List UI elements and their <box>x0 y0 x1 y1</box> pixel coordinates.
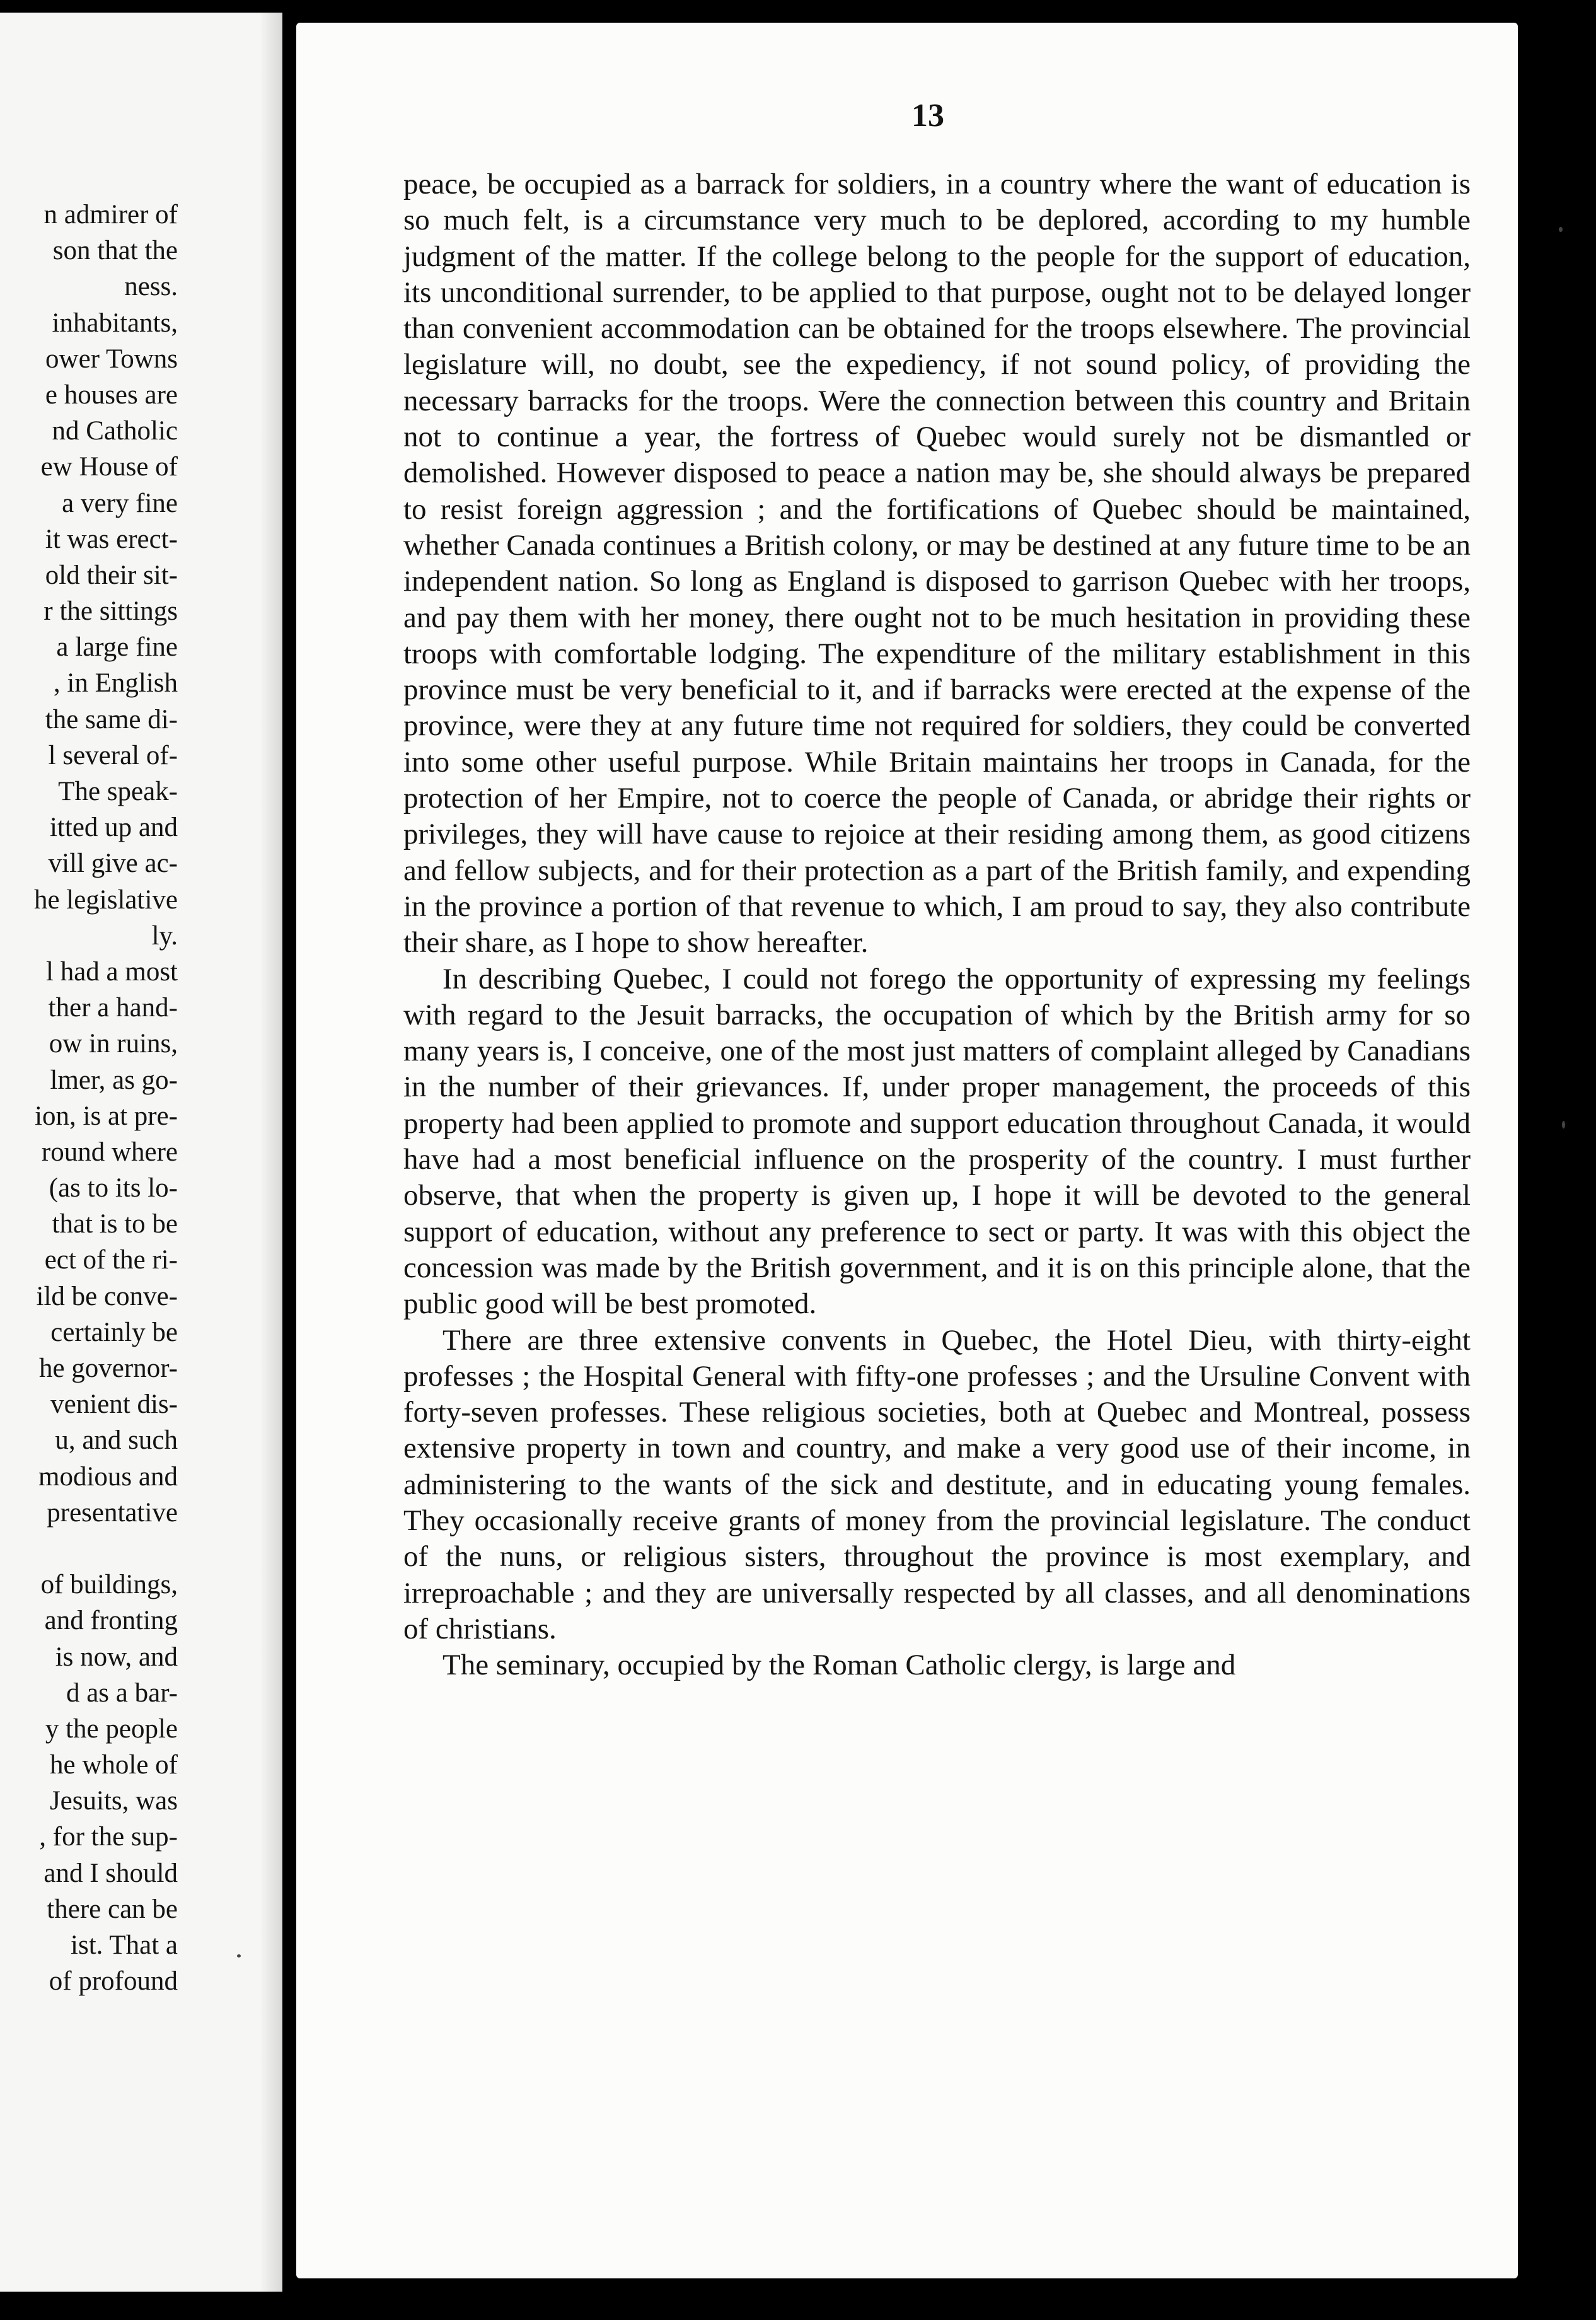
paragraph-convents: There are three extensive convents in Quebec, the Hotel Dieu, with thirty-eight professes ; the Hospital General with fifty-one professes ; and the Ursuline Convent with forty-seven professes. These religious societies, both at Quebec and Montreal, possess extensive property in town and country, and make a very good use of their income, in administering to the wants of the sick and destitute, and in educating young females. They occasionally receive grants of money from the provincial legislature. The conduct of the nuns, or religious sisters, throughout the province is most exemplary, and irreproachable ; and they are universally respected by all classes, and all denominations of christians. <box>403 1323 1471 1645</box>
left-page-line: ow in ruins, <box>49 1029 178 1059</box>
left-page-line: certainly be <box>50 1317 178 1347</box>
left-page-line: ness. <box>124 272 178 302</box>
left-page-line: e houses are <box>45 380 178 410</box>
left-page-line: n admirer of <box>43 200 178 229</box>
left-page-line: he legislative <box>33 884 178 915</box>
paragraph-jesuit-barracks: In describing Quebec, I could not forego the opportunity of expressing my feelings with regard to the Jesuit barracks, the occupation of which by the British army for so many years is, I conceive, one of the most just matters of complaint alleged by Canadians in the number of their grievances. If, under proper management, the proceeds of this property had been applied to promote and support education throughout Canada, it would have had a most beneficial influence on the prosperity of the country. I must further observe, that when the property is given up, I hope it will be devoted to the general support of education, without any preference to sect or party. It was with this object the concession was made by the British government, and it is on this principle alone, that the public good will be best promoted. <box>403 962 1471 1321</box>
left-page-line: vill give ac- <box>48 849 178 879</box>
page-gutter <box>261 13 282 2292</box>
left-page-line: and fronting <box>44 1606 178 1636</box>
left-page-line: lmer, as go- <box>50 1065 178 1095</box>
left-page-line: nd Catholic <box>52 416 178 446</box>
left-page-line: ly. <box>151 920 178 951</box>
scan-speck <box>237 1954 241 1958</box>
left-page-line: itted up and <box>49 813 178 843</box>
left-page-line: and I should <box>43 1858 178 1888</box>
left-page-line: a large fine <box>56 632 178 663</box>
left-page-line: ion, is at pre- <box>35 1101 178 1131</box>
left-page-line: it was erect- <box>45 524 178 554</box>
left-page-line: of profound <box>49 1966 178 1997</box>
left-page-line: ew House of <box>40 452 178 482</box>
paragraph-seminary: The seminary, occupied by the Roman Catholic clergy, is large and <box>442 1649 1236 1682</box>
left-page-line: he whole of <box>50 1750 178 1780</box>
left-page-line: y the people <box>45 1714 178 1744</box>
left-page-line: , for the sup- <box>39 1822 178 1852</box>
page-number: 13 <box>911 98 944 134</box>
body-text <box>403 166 1471 1683</box>
left-page-line: ther a hand- <box>48 993 178 1023</box>
left-page-line: inhabitants, <box>52 308 178 338</box>
left-page-line: r the sittings <box>43 596 178 627</box>
left-page-line: Jesuits, was <box>49 1786 178 1816</box>
left-page-line: The speak- <box>58 777 178 806</box>
left-page-line: he governor- <box>38 1354 178 1383</box>
left-page-line: old their sit- <box>45 560 178 590</box>
left-page-line: d as a bar- <box>66 1678 178 1708</box>
left-page-text <box>34 197 178 1999</box>
left-page-line: that is to be <box>52 1209 178 1239</box>
left-page-line: (as to its lo- <box>49 1173 178 1204</box>
left-page-line <box>34 1531 178 1567</box>
left-page-line: of buildings, <box>40 1570 178 1600</box>
left-page-line: modious and <box>38 1461 178 1492</box>
left-page-line: l had a most <box>46 956 178 987</box>
left-page-line: ect of the ri- <box>44 1245 178 1275</box>
scan-speck <box>1562 1121 1565 1128</box>
left-page-line: round where <box>41 1137 178 1167</box>
left-facing-page <box>0 13 282 2292</box>
left-page-line: is now, and <box>55 1642 178 1672</box>
left-page-line: u, and such <box>55 1425 178 1456</box>
left-page-line: ild be conve- <box>36 1281 178 1311</box>
left-page-line: venient dis- <box>50 1389 178 1420</box>
paragraph-barracks: peace, be occupied as a barrack for soldiers, in a country where the want of education is so much felt, is a circumstance very much to be deplored, according to my humble judgment of the matter. If the college belong to the people for the support of education, its unconditional surrender, to be applied to that purpose, ought not to be delayed longer than convenient accommodation can be obtained for the troops elsewhere. The provincial legislature will, no doubt, see the expediency, if not sound policy, of providing the necessary barracks for the troops. Were the connection between this country and Britain not to continue a year, the fortress of Quebec would surely not be dismantled or demolished. However disposed to peace a nation may be, she should always be prepared to resist foreign aggression ; and the fortifications of Quebec should be maintained, whether Canada continues a British colony, or may be destined at any future time to be an independent nation. So long as England is disposed to garrison Quebec with her troops, and pay them with her money, there ought not to be much hesitation in providing these troops with comfortable lodging. The expenditure of the military establishment in this province must be very beneficial to it, and if barracks were erected at the expense of the province, were they at any future time not required for soldiers, they could be converted into some other useful purpose. While Britain maintains her troops in Canada, for the protection of her Empire, not to coerce the people of Canada, or abridge their rights or privileges, they will have cause to rejoice at their residing among them, as good citizens and fellow subjects, and for their protection as a part of the British family, and expending in the province a portion of that revenue to which, I am proud to say, they also contribute their share, as I hope to show hereafter. <box>403 168 1471 960</box>
left-page-line: presentative <box>47 1497 178 1528</box>
left-page-line: l several of- <box>48 740 178 770</box>
left-page-line: a very fine <box>62 488 178 518</box>
left-page-line: son that the <box>52 236 178 266</box>
scan-speck <box>1559 227 1563 232</box>
right-page <box>296 23 1518 2278</box>
left-page-line: ower Towns <box>45 344 178 374</box>
left-page-line: the same di- <box>45 704 178 734</box>
left-page-line: there can be <box>47 1894 178 1924</box>
left-page-line: , in English <box>53 668 178 699</box>
left-page-line: ist. That a <box>71 1930 178 1960</box>
